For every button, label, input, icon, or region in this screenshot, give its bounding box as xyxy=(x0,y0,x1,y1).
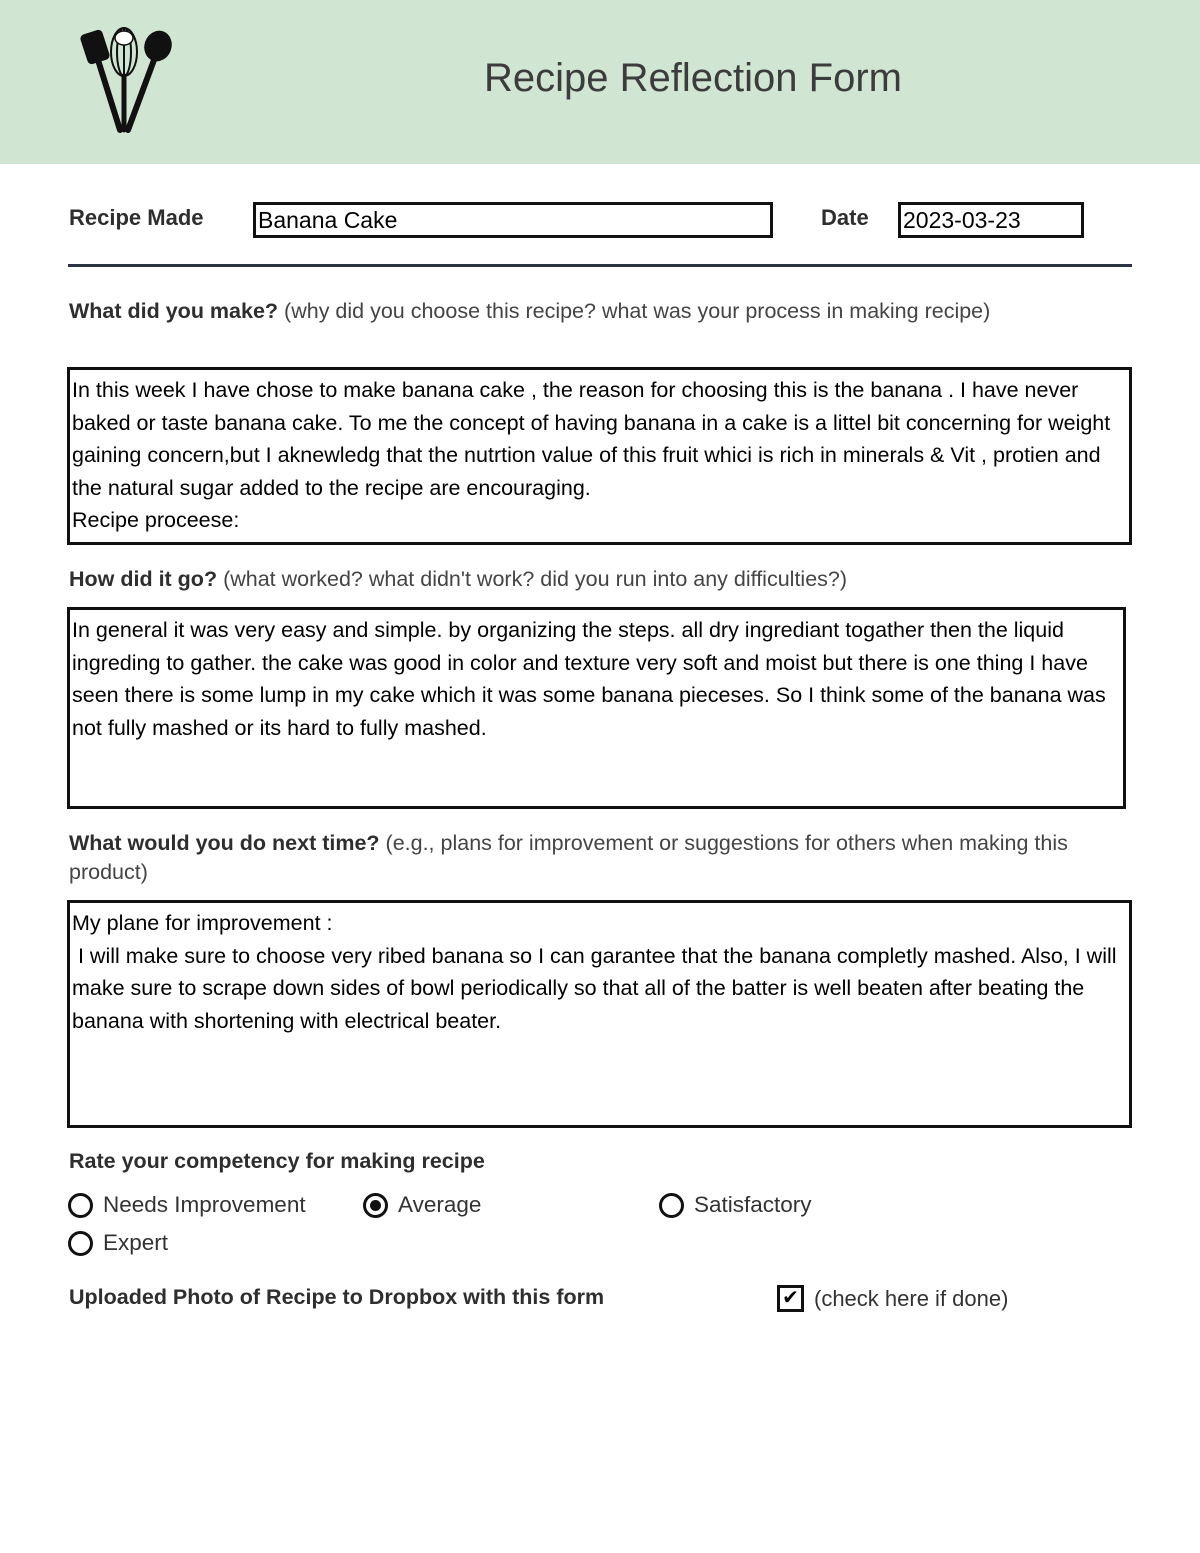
radio-label: Expert xyxy=(103,1230,169,1255)
radio-label: Satisfactory xyxy=(694,1192,812,1217)
upload-done-checkbox-group[interactable] xyxy=(777,1285,1008,1312)
radio-average[interactable] xyxy=(363,1192,481,1218)
question-hint: (what worked? what didn't work? did you run into any difficulties?) xyxy=(223,567,848,591)
section-divider xyxy=(68,264,1132,267)
radio-circle[interactable] xyxy=(659,1193,684,1218)
checkbox-label: (check here if done) xyxy=(814,1285,1009,1311)
radio-expert[interactable] xyxy=(68,1230,168,1256)
recipe-made-input[interactable]: Banana Cake xyxy=(253,202,773,238)
question-title: How did it go? xyxy=(69,567,218,591)
radio-label: Needs Improvement xyxy=(103,1192,306,1217)
rating-label: Rate your competency for making recipe xyxy=(69,1149,485,1173)
question-title: What did you make? xyxy=(69,299,279,323)
radio-circle[interactable] xyxy=(68,1193,93,1218)
question-next-time xyxy=(69,829,1109,887)
recipe-made-label: Recipe Made xyxy=(69,205,204,230)
page-title: Recipe Reflection Form xyxy=(484,56,902,100)
question-what-did-you-make xyxy=(69,297,1069,326)
how-did-it-go-textarea[interactable]: In general it was very easy and simple. by organizing the steps. all dry ingrediant togather then the liquid ingreding to gather. the cake was good in color and texture very soft and moist but there is one thing I have seen there is some lump in my cake which it was some banana pieceses. So I think some of the banana was not fully mashed or its hard to fully mashed. xyxy=(67,607,1126,809)
what-did-you-make-textarea[interactable]: In this week I have chose to make banana cake , the reason for choosing this is the banana . I have never baked or taste banana cake. To me the concept of having banana in a cake is a littel bit concerning for weight gaining concern,but I aknewledg that the nutrtion value of this fruit whici is rich in minerals & Vit , protien and the natural sugar added to the recipe are encouraging. Recipe proceese: xyxy=(67,367,1132,545)
header-banner xyxy=(0,0,1200,164)
upload-done-checkbox[interactable]: ✔ xyxy=(777,1285,804,1312)
radio-needs-improvement[interactable] xyxy=(68,1192,306,1218)
radio-circle-selected[interactable] xyxy=(363,1193,388,1218)
question-hint: (e.g., plans for improvement or suggestions for others when making this product) xyxy=(69,831,1068,884)
radio-circle[interactable] xyxy=(68,1231,93,1256)
date-label: Date xyxy=(821,205,869,230)
date-input[interactable]: 2023-03-23 xyxy=(898,202,1084,238)
upload-photo-label: Uploaded Photo of Recipe to Dropbox with this form xyxy=(69,1285,605,1309)
question-how-did-it-go xyxy=(69,565,1129,594)
next-time-textarea[interactable]: My plane for improvement : I will make sure to choose very ribed banana so I can garantee that the banana completly mashed. Also, I will make sure to scrape down sides of bowl periodically so that all of the batter is well beaten after beating the banana with shortening with electrical beater. xyxy=(67,900,1132,1128)
question-title: What would you do next time? xyxy=(69,831,380,855)
question-hint: (why did you choose this recipe? what was your process in making recipe) xyxy=(284,299,991,323)
radio-label: Average xyxy=(398,1192,482,1217)
radio-satisfactory[interactable] xyxy=(659,1192,812,1218)
